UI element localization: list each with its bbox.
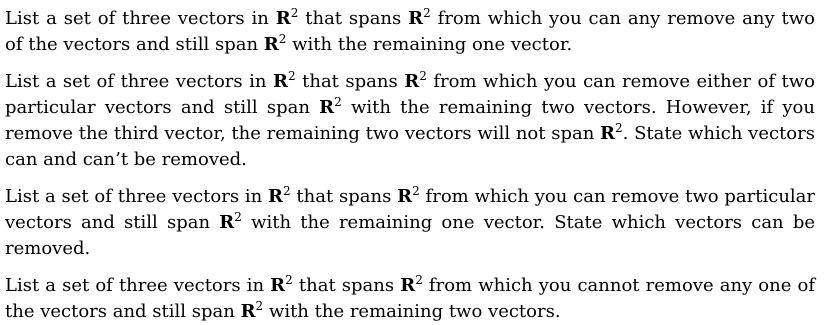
math-R2	[268, 183, 291, 207]
math-exponent: 2	[282, 183, 291, 198]
text-run: List a set of three vectors in	[5, 70, 273, 92]
math-exponent: 2	[412, 183, 420, 198]
math-exponent: 2	[290, 6, 299, 20]
math-R2	[600, 123, 623, 144]
math-base: R	[319, 96, 335, 118]
math-base: R	[404, 70, 420, 92]
math-exponent: 2	[234, 210, 242, 225]
math-exponent: 2	[285, 272, 293, 287]
math-exponent: 2	[419, 68, 427, 83]
math-R2	[319, 94, 342, 118]
text-run: that spans	[290, 185, 398, 207]
text-run: from which you cannot remove any one of the vectors and still span	[5, 274, 815, 322]
math-exponent: 2	[423, 6, 431, 20]
math-R2	[404, 68, 427, 92]
text-run: from which you can remove two particular vectors and still span	[5, 185, 816, 234]
math-R2	[273, 68, 296, 92]
math-R2	[240, 298, 264, 322]
text-run: with the remaining two vectors. However, if you remove the third vector, the remaining two vectors will not span	[5, 96, 815, 145]
math-base: R	[273, 70, 288, 92]
math-base: R	[408, 8, 424, 29]
problem-2	[5, 69, 815, 174]
math-exponent: 2	[255, 298, 264, 313]
text-run: with the remaining one vector.	[286, 34, 573, 56]
text-run: . State which vectors can and can’t be removed.	[5, 123, 815, 171]
text-run: from which you can any remove any two of the vectors and still span	[5, 8, 816, 56]
math-base: R	[397, 185, 413, 207]
math-exponent: 2	[615, 121, 623, 136]
math-base: R	[400, 274, 416, 296]
problem-4	[5, 273, 815, 325]
text-run: with the remaining two vectors.	[263, 300, 561, 322]
math-R2	[219, 212, 242, 233]
text-run: with the remaining one vector. State which vectors can be removed.	[5, 212, 816, 260]
text-run: List a set of three vectors in	[5, 8, 276, 29]
math-R2	[400, 272, 423, 296]
math-R2	[264, 34, 287, 55]
math-base: R	[600, 123, 615, 145]
math-R2	[270, 272, 293, 296]
math-exponent: 2	[278, 32, 287, 47]
math-R2	[408, 8, 431, 29]
math-base: R	[270, 274, 286, 296]
math-exponent: 2	[287, 68, 296, 83]
math-R2	[276, 8, 299, 29]
text-run: that spans	[295, 70, 405, 92]
text-run: that spans	[292, 274, 401, 296]
math-base: R	[268, 185, 283, 207]
math-R2	[397, 183, 420, 207]
math-base: R	[275, 8, 291, 29]
math-exponent: 2	[334, 94, 342, 109]
math-base: R	[240, 300, 256, 322]
text-run: List a set of three vectors in	[5, 274, 271, 296]
text-run: from which you can remove either of two particular vectors and still span	[5, 70, 815, 118]
math-base: R	[219, 212, 235, 234]
problem-3	[5, 184, 815, 263]
text-run: that spans	[298, 8, 409, 29]
text-run: List a set of three vectors in	[5, 185, 269, 207]
math-base: R	[263, 34, 279, 56]
math-exponent: 2	[415, 272, 423, 287]
problem-1	[5, 6, 815, 59]
